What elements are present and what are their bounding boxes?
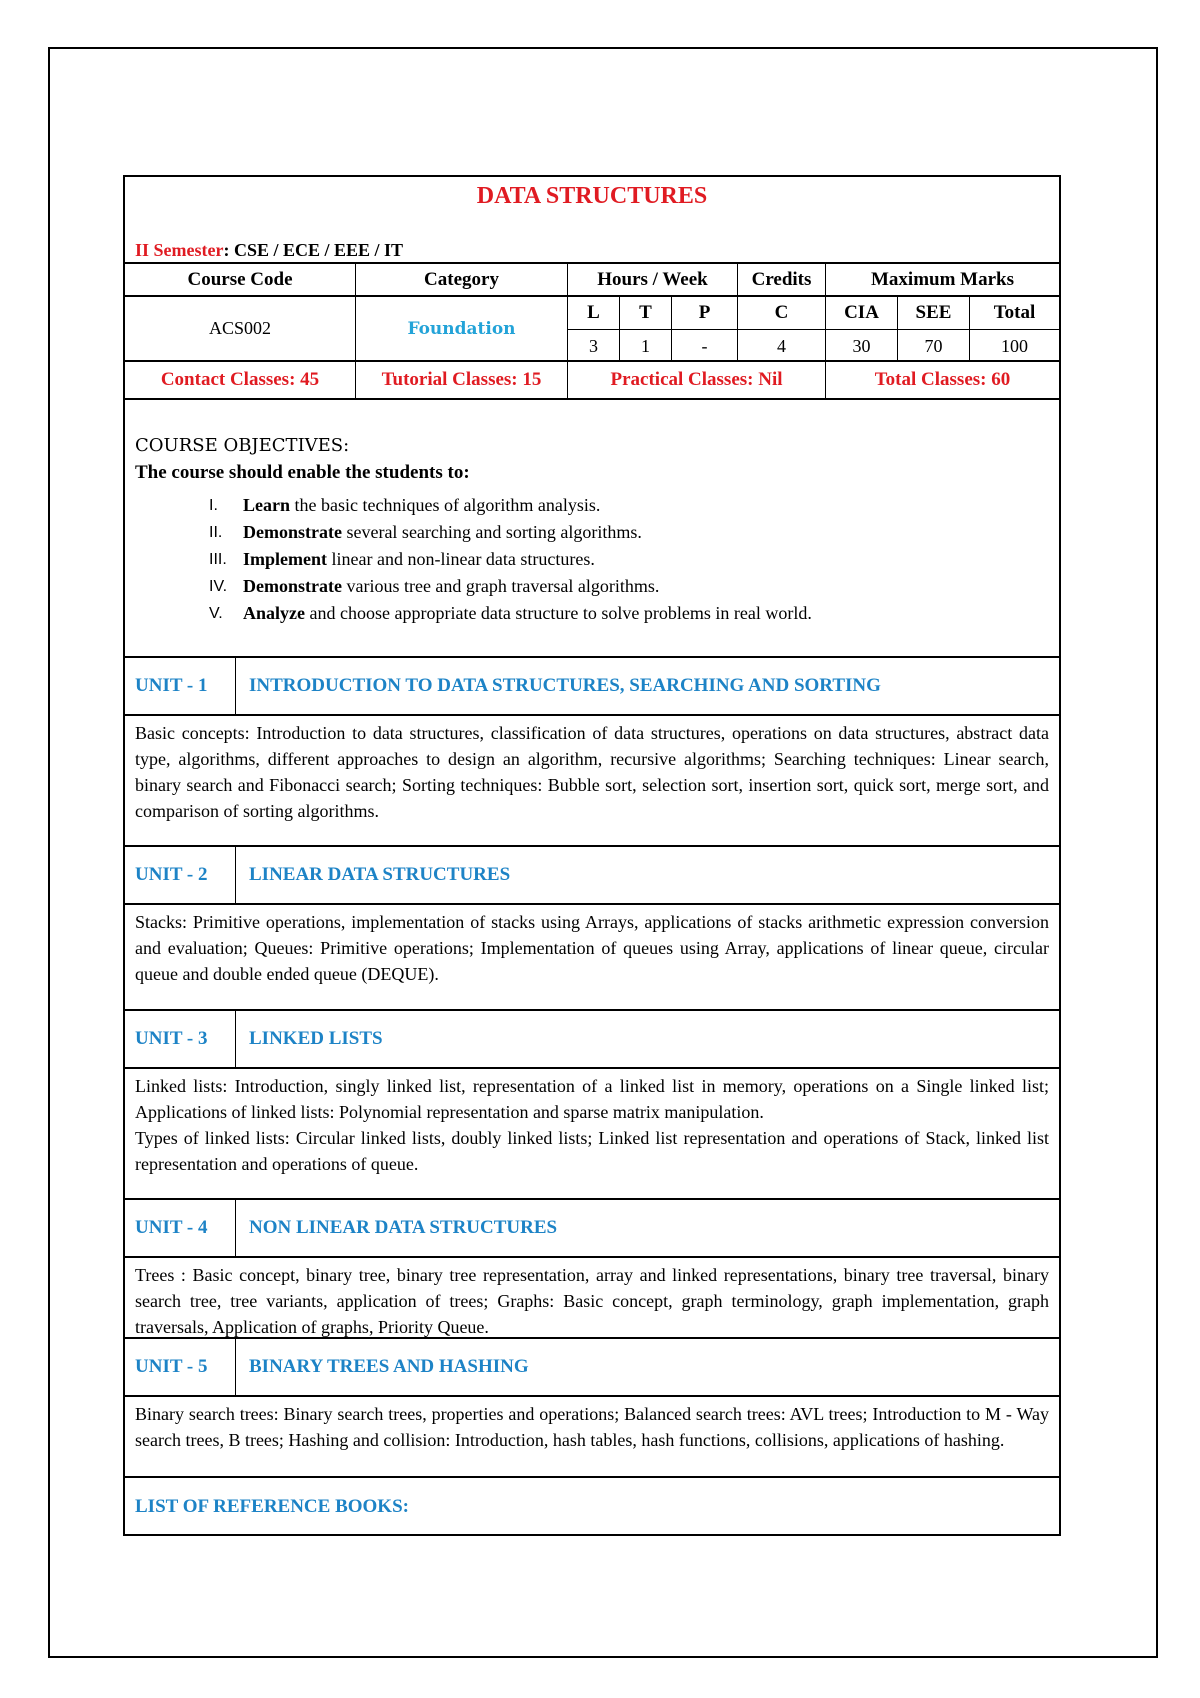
syllabus-table bbox=[123, 175, 1061, 1536]
value-c: 4 bbox=[738, 330, 826, 362]
objectives-heading: COURSE OBJECTIVES: bbox=[135, 435, 350, 456]
title-block bbox=[125, 177, 1059, 264]
values-block bbox=[125, 297, 1059, 362]
value-t: 1 bbox=[620, 330, 672, 362]
sub-total: Total bbox=[993, 302, 1036, 323]
semester-label: II Semester bbox=[135, 240, 224, 260]
objective-item bbox=[135, 600, 1049, 627]
objective-verb: Implement bbox=[243, 549, 327, 569]
unit-title: LINEAR DATA STRUCTURES bbox=[249, 864, 511, 885]
unit-title: NON LINEAR DATA STRUCTURES bbox=[249, 1217, 558, 1238]
objective-text: the basic techniques of algorithm analysis. bbox=[290, 495, 601, 515]
sub-c: C bbox=[738, 297, 826, 329]
sub-t: T bbox=[620, 297, 672, 329]
objective-verb: Analyze bbox=[243, 603, 305, 623]
references-block bbox=[125, 1478, 1059, 1536]
unit-header bbox=[125, 1011, 1059, 1069]
practical-classes: Practical Classes: Nil bbox=[568, 362, 826, 398]
objective-item bbox=[135, 546, 1049, 573]
unit-description bbox=[135, 1073, 1049, 1177]
objective-text: various tree and graph traversal algorithms. bbox=[341, 576, 660, 596]
objective-verb: Demonstrate bbox=[243, 522, 342, 542]
unit-title: BINARY TREES AND HASHING bbox=[249, 1356, 529, 1377]
value-total: 100 bbox=[1001, 335, 1028, 356]
objective-number: I. bbox=[209, 497, 218, 514]
course-code-value: ACS002 bbox=[125, 297, 356, 360]
references-heading: LIST OF REFERENCE BOOKS: bbox=[135, 1496, 409, 1517]
objective-text: and choose appropriate data structure to solve problems in real world. bbox=[305, 603, 812, 623]
unit-body bbox=[125, 1258, 1059, 1339]
unit-title: INTRODUCTION TO DATA STRUCTURES, SEARCHING AND SORTING bbox=[249, 675, 881, 696]
unit-number: UNIT - 5 bbox=[135, 1356, 208, 1377]
unit-paragraph: Basic concepts: Introduction to data structures, classification of data structures, operations on data structures, abstract data type, algorithms, different approaches to design an algorithm, recursive algorithms; Searching techniques: Linear search, binary search and Fibonacci search; Sorting techniques: Bubble sort, selection sort, insertion sort, quick sort, merge sort, and comparison of sorting algorithms. bbox=[135, 723, 1049, 821]
unit-number: UNIT - 1 bbox=[135, 675, 208, 696]
unit-paragraph: Stacks: Primitive operations, implementation of stacks using Arrays, applications of stacks arithmetic expression conversion and evaluation; Queues: Primitive operations; Implementation of queues using Array, applications of linear queue, circular queue and double ended queue (DEQUE). bbox=[135, 912, 1049, 984]
unit-description bbox=[135, 1401, 1049, 1453]
unit-paragraph: Linked lists: Introduction, singly linked list, representation of a linked list in memory, operations on a Single linked list; Applications of linked lists: Polynomial representation and sparse matrix manipulation. bbox=[135, 1076, 1049, 1122]
unit-separator bbox=[235, 658, 236, 714]
unit-header bbox=[125, 847, 1059, 905]
contact-classes: Contact Classes: 45 bbox=[125, 362, 356, 398]
objective-item bbox=[135, 492, 1049, 519]
semester-line: II Semester: CSE / ECE / EEE / IT bbox=[135, 240, 404, 260]
total-classes: Total Classes: 60 bbox=[874, 369, 1011, 390]
category-value: Foundation bbox=[356, 297, 568, 360]
objectives-list bbox=[135, 492, 1049, 627]
unit-body bbox=[125, 716, 1059, 847]
unit-number: UNIT - 4 bbox=[135, 1217, 208, 1238]
objective-verb: Demonstrate bbox=[243, 576, 342, 596]
unit-paragraph: Binary search trees: Binary search trees, properties and operations; Balanced search trees: AVL trees; Introduction to M - Way search trees, B trees; Hashing and collision: Introduction, hash tables, hash functions, collisions, applications of hashing. bbox=[135, 1404, 1049, 1450]
unit-header bbox=[125, 658, 1059, 716]
header-category: Category bbox=[356, 264, 568, 295]
objective-text: linear and non-linear data structures. bbox=[327, 549, 595, 569]
unit-paragraph: Types of linked lists: Circular linked lists, doubly linked lists; Linked list representation and operations of Stack, linked list representation and operations of queue. bbox=[135, 1128, 1049, 1174]
header-credits: Credits bbox=[738, 264, 826, 295]
header-row bbox=[125, 264, 1059, 297]
unit-header bbox=[125, 1339, 1059, 1397]
objectives-intro: The course should enable the students to: bbox=[135, 462, 470, 483]
unit-number: UNIT - 2 bbox=[135, 864, 208, 885]
unit-separator bbox=[235, 1339, 236, 1395]
sub-see: SEE bbox=[898, 297, 970, 329]
unit-body bbox=[125, 1069, 1059, 1200]
sub-l: L bbox=[568, 297, 620, 329]
objective-text: several searching and sorting algorithms. bbox=[341, 522, 642, 542]
unit-header bbox=[125, 1200, 1059, 1258]
objectives bbox=[135, 432, 1049, 627]
unit-title: LINKED LISTS bbox=[249, 1028, 383, 1049]
tutorial-classes: Tutorial Classes: 15 bbox=[356, 362, 568, 398]
objectives-block bbox=[125, 400, 1059, 658]
semester-value: CSE / ECE / EEE / IT bbox=[233, 240, 404, 260]
objective-verb: Learn bbox=[243, 495, 290, 515]
unit-description bbox=[135, 1262, 1049, 1340]
value-l: 3 bbox=[568, 330, 620, 362]
unit-body bbox=[125, 1397, 1059, 1478]
value-see: 70 bbox=[898, 330, 970, 362]
classes-row bbox=[125, 362, 1059, 400]
objective-number: II. bbox=[209, 524, 223, 541]
unit-number: UNIT - 3 bbox=[135, 1028, 208, 1049]
value-p: - bbox=[672, 330, 738, 362]
unit-separator bbox=[235, 1200, 236, 1256]
objective-number: IV. bbox=[209, 578, 228, 595]
header-course-code: Course Code bbox=[125, 264, 356, 295]
sub-p: P bbox=[672, 297, 738, 329]
objective-number: V. bbox=[209, 605, 223, 622]
unit-separator bbox=[235, 1011, 236, 1067]
unit-body bbox=[125, 905, 1059, 1011]
objective-item bbox=[135, 573, 1049, 600]
unit-paragraph: Trees : Basic concept, binary tree, binary tree representation, array and linked representations, binary tree traversal, binary search tree, tree variants, application of trees; Graphs: Basic concept, graph terminology, graph implementation, graph traversals, Application of graphs, Priority Queue. bbox=[135, 1265, 1049, 1337]
unit-description bbox=[135, 720, 1049, 824]
sub-cia: CIA bbox=[826, 297, 898, 329]
unit-separator bbox=[235, 847, 236, 903]
unit-description bbox=[135, 909, 1049, 987]
value-cia: 30 bbox=[826, 330, 898, 362]
header-hours-week: Hours / Week bbox=[568, 264, 738, 295]
header-max-marks: Maximum Marks bbox=[870, 268, 1014, 290]
course-title: DATA STRUCTURES bbox=[476, 183, 708, 209]
objective-number: III. bbox=[209, 551, 227, 568]
objective-item bbox=[135, 519, 1049, 546]
